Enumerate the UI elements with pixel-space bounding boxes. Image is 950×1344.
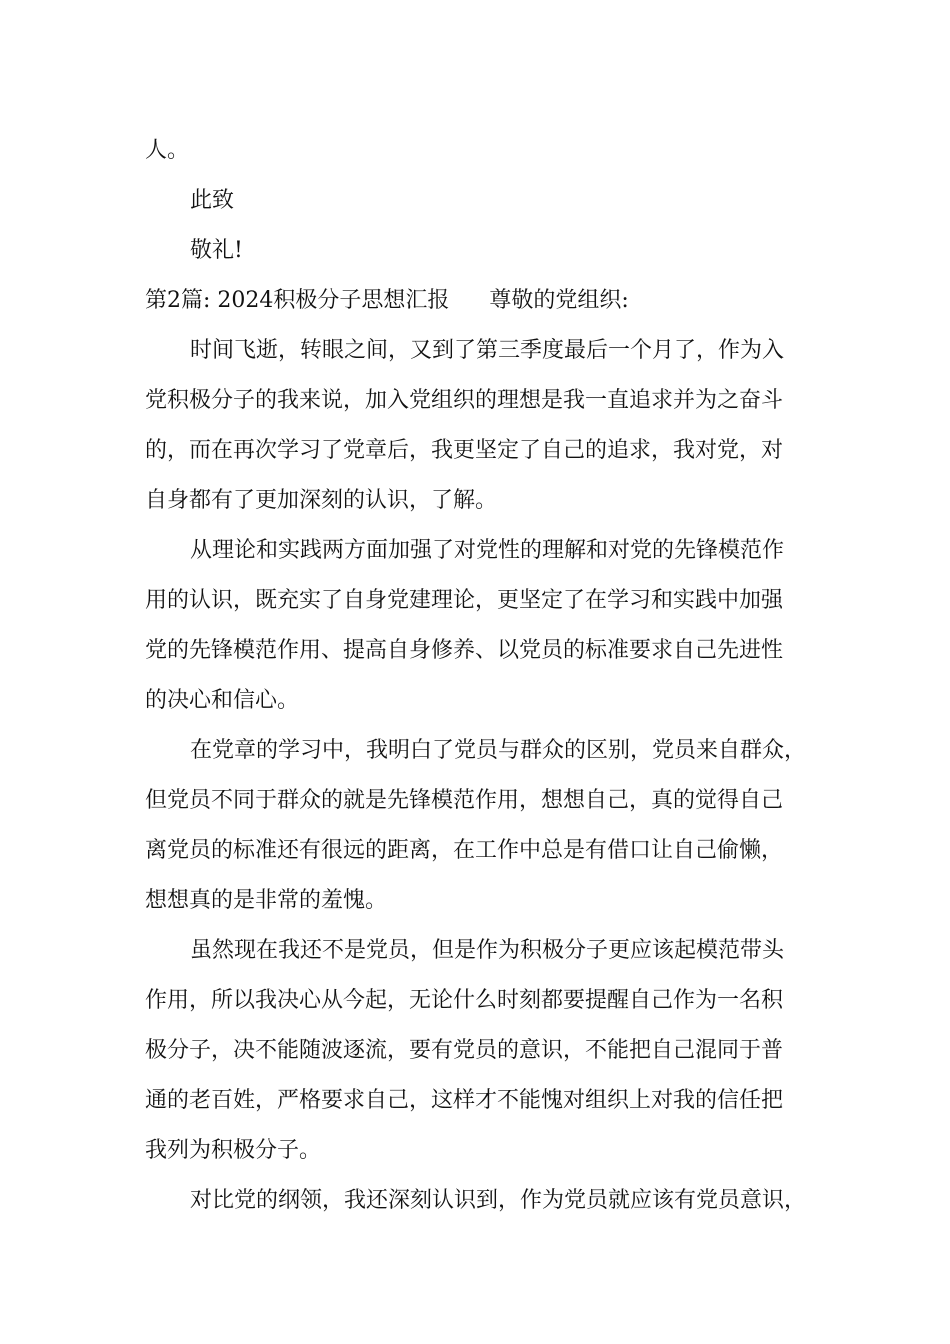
text-line: 我列为积极分子。 xyxy=(145,1138,322,1163)
text-line: 从理论和实践两方面加强了对党性的理解和对党的先锋模范作 xyxy=(190,538,785,563)
text-line: 极分子，决不能随波逐流，要有党员的意识，不能把自己混同于普 xyxy=(145,1038,784,1063)
text-line: 的决心和信心。 xyxy=(145,688,300,713)
article-greeting: 尊敬的党组织: xyxy=(489,288,629,313)
text-line: 党的先锋模范作用、提高自身修养、以党员的标准要求自己先进性 xyxy=(145,638,784,663)
text-line: 党积极分子的我来说，加入党组织的理想是我一直追求并为之奋斗 xyxy=(145,388,784,413)
text-line: 自身都有了更加深刻的认识，了解。 xyxy=(145,488,498,513)
salute-line: 敬礼! xyxy=(190,238,243,263)
text-line: 离党员的标准还有很远的距离，在工作中总是有借口让自己偷懒， xyxy=(145,838,784,863)
text-line: 对比党的纲领，我还深刻认识到，作为党员就应该有党员意识， xyxy=(190,1188,807,1213)
article-title: 第2篇: 2024积极分子思想汇报 xyxy=(145,288,450,313)
text-line: 的，而在再次学习了党章后，我更坚定了自己的追求，我对党，对 xyxy=(145,438,784,463)
text-line: 但党员不同于群众的就是先锋模范作用，想想自己，真的觉得自己 xyxy=(145,788,784,813)
text-line: 作用，所以我决心从今起，无论什么时刻都要提醒自己作为一名积 xyxy=(145,988,784,1013)
text-line: 虽然现在我还不是党员，但是作为积极分子更应该起模范带头 xyxy=(190,938,785,963)
text-line: 时间飞逝，转眼之间，又到了第三季度最后一个月了，作为入 xyxy=(190,338,785,363)
text-line: 在党章的学习中，我明白了党员与群众的区别，党员来自群众， xyxy=(190,738,807,763)
text-line-prev-tail: 人。 xyxy=(145,138,190,163)
text-line: 用的认识，既充实了自身党建理论，更坚定了在学习和实践中加强 xyxy=(145,588,784,613)
text-line: 想想真的是非常的羞愧。 xyxy=(145,888,388,913)
article-heading xyxy=(145,286,629,316)
closing-line: 此致 xyxy=(190,188,235,213)
text-line: 通的老百姓，严格要求自己，这样才不能愧对组织上对我的信任把 xyxy=(145,1088,784,1113)
